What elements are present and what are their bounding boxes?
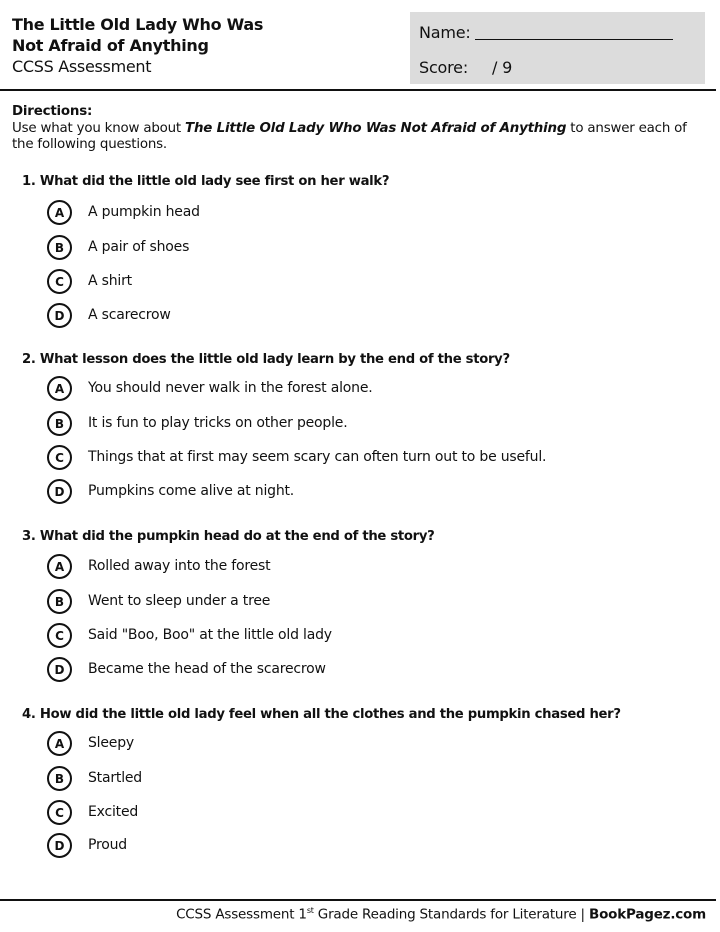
option-text: Pumpkins come alive at night. [88,483,295,499]
score-row [419,58,512,77]
answer-bubble[interactable]: D [47,657,72,682]
directions-heading: Directions: [12,104,93,119]
answer-bubble[interactable]: D [47,479,72,504]
score-value: / 9 [492,58,513,77]
footer-text-after: Grade Reading Standards for Literature | [313,906,589,923]
answer-bubble[interactable]: A [47,200,72,225]
answer-bubble[interactable]: C [47,445,72,470]
option-text: A pumpkin head [88,204,200,220]
answer-bubble[interactable]: A [47,376,72,401]
answer-bubble[interactable]: C [47,623,72,648]
directions [12,104,712,154]
question-2: 2. What lesson does the little old lady learn by the end of the story? [22,352,510,367]
option-text: A pair of shoes [88,239,190,255]
option-text: It is fun to play tricks on other people. [88,415,348,431]
header-divider [0,89,716,91]
footer-divider [0,899,716,901]
footer-text-before: CCSS Assessment 1 [176,906,307,923]
answer-bubble[interactable]: B [47,766,72,791]
answer-bubble[interactable]: A [47,731,72,756]
answer-bubble[interactable]: B [47,411,72,436]
footer [176,906,706,923]
worksheet-subtitle: CCSS Assessment [12,57,152,76]
option-text: A scarecrow [88,307,171,323]
option-text: You should never walk in the forest alone. [88,380,373,396]
score-label: Score: [419,58,469,77]
option-text: Became the head of the scarecrow [88,661,326,677]
answer-bubble[interactable]: C [47,269,72,294]
worksheet-title-line2: Not Afraid of Anything [12,36,209,55]
option-text: Rolled away into the forest [88,558,271,574]
question-4: 4. How did the little old lady feel when all the clothes and the pumpkin chased her? [22,707,621,722]
answer-bubble[interactable]: C [47,800,72,825]
worksheet-title-line1: The Little Old Lady Who Was [12,15,264,34]
name-field[interactable] [475,25,673,40]
option-text: Went to sleep under a tree [88,593,271,609]
option-text: Proud [88,837,127,853]
option-text: Things that at first may seem scary can often turn out to be useful. [88,449,547,465]
title-block [12,14,392,77]
directions-book-title: The Little Old Lady Who Was Not Afraid of Anything [185,120,567,136]
answer-bubble[interactable]: A [47,554,72,579]
name-score-box [410,12,705,84]
answer-bubble[interactable]: B [47,235,72,260]
name-label: Name: [419,23,471,42]
option-text: Startled [88,770,142,786]
answer-bubble[interactable]: D [47,303,72,328]
footer-superscript: st [306,906,314,915]
option-text: A shirt [88,273,132,289]
option-text: Excited [88,804,139,820]
directions-text-before: Use what you know about [12,120,186,136]
directions-text-after: to answer each of the following questions. [12,120,687,152]
footer-brand: BookPagez.com [588,906,706,923]
question-1: 1. What did the little old lady see first on her walk? [22,174,390,189]
question-3: 3. What did the pumpkin head do at the end of the story? [22,529,435,544]
answer-bubble[interactable]: B [47,589,72,614]
option-text: Said "Boo, Boo" at the little old lady [88,627,332,643]
answer-bubble[interactable]: D [47,833,72,858]
name-row [419,23,673,42]
option-text: Sleepy [88,735,134,751]
